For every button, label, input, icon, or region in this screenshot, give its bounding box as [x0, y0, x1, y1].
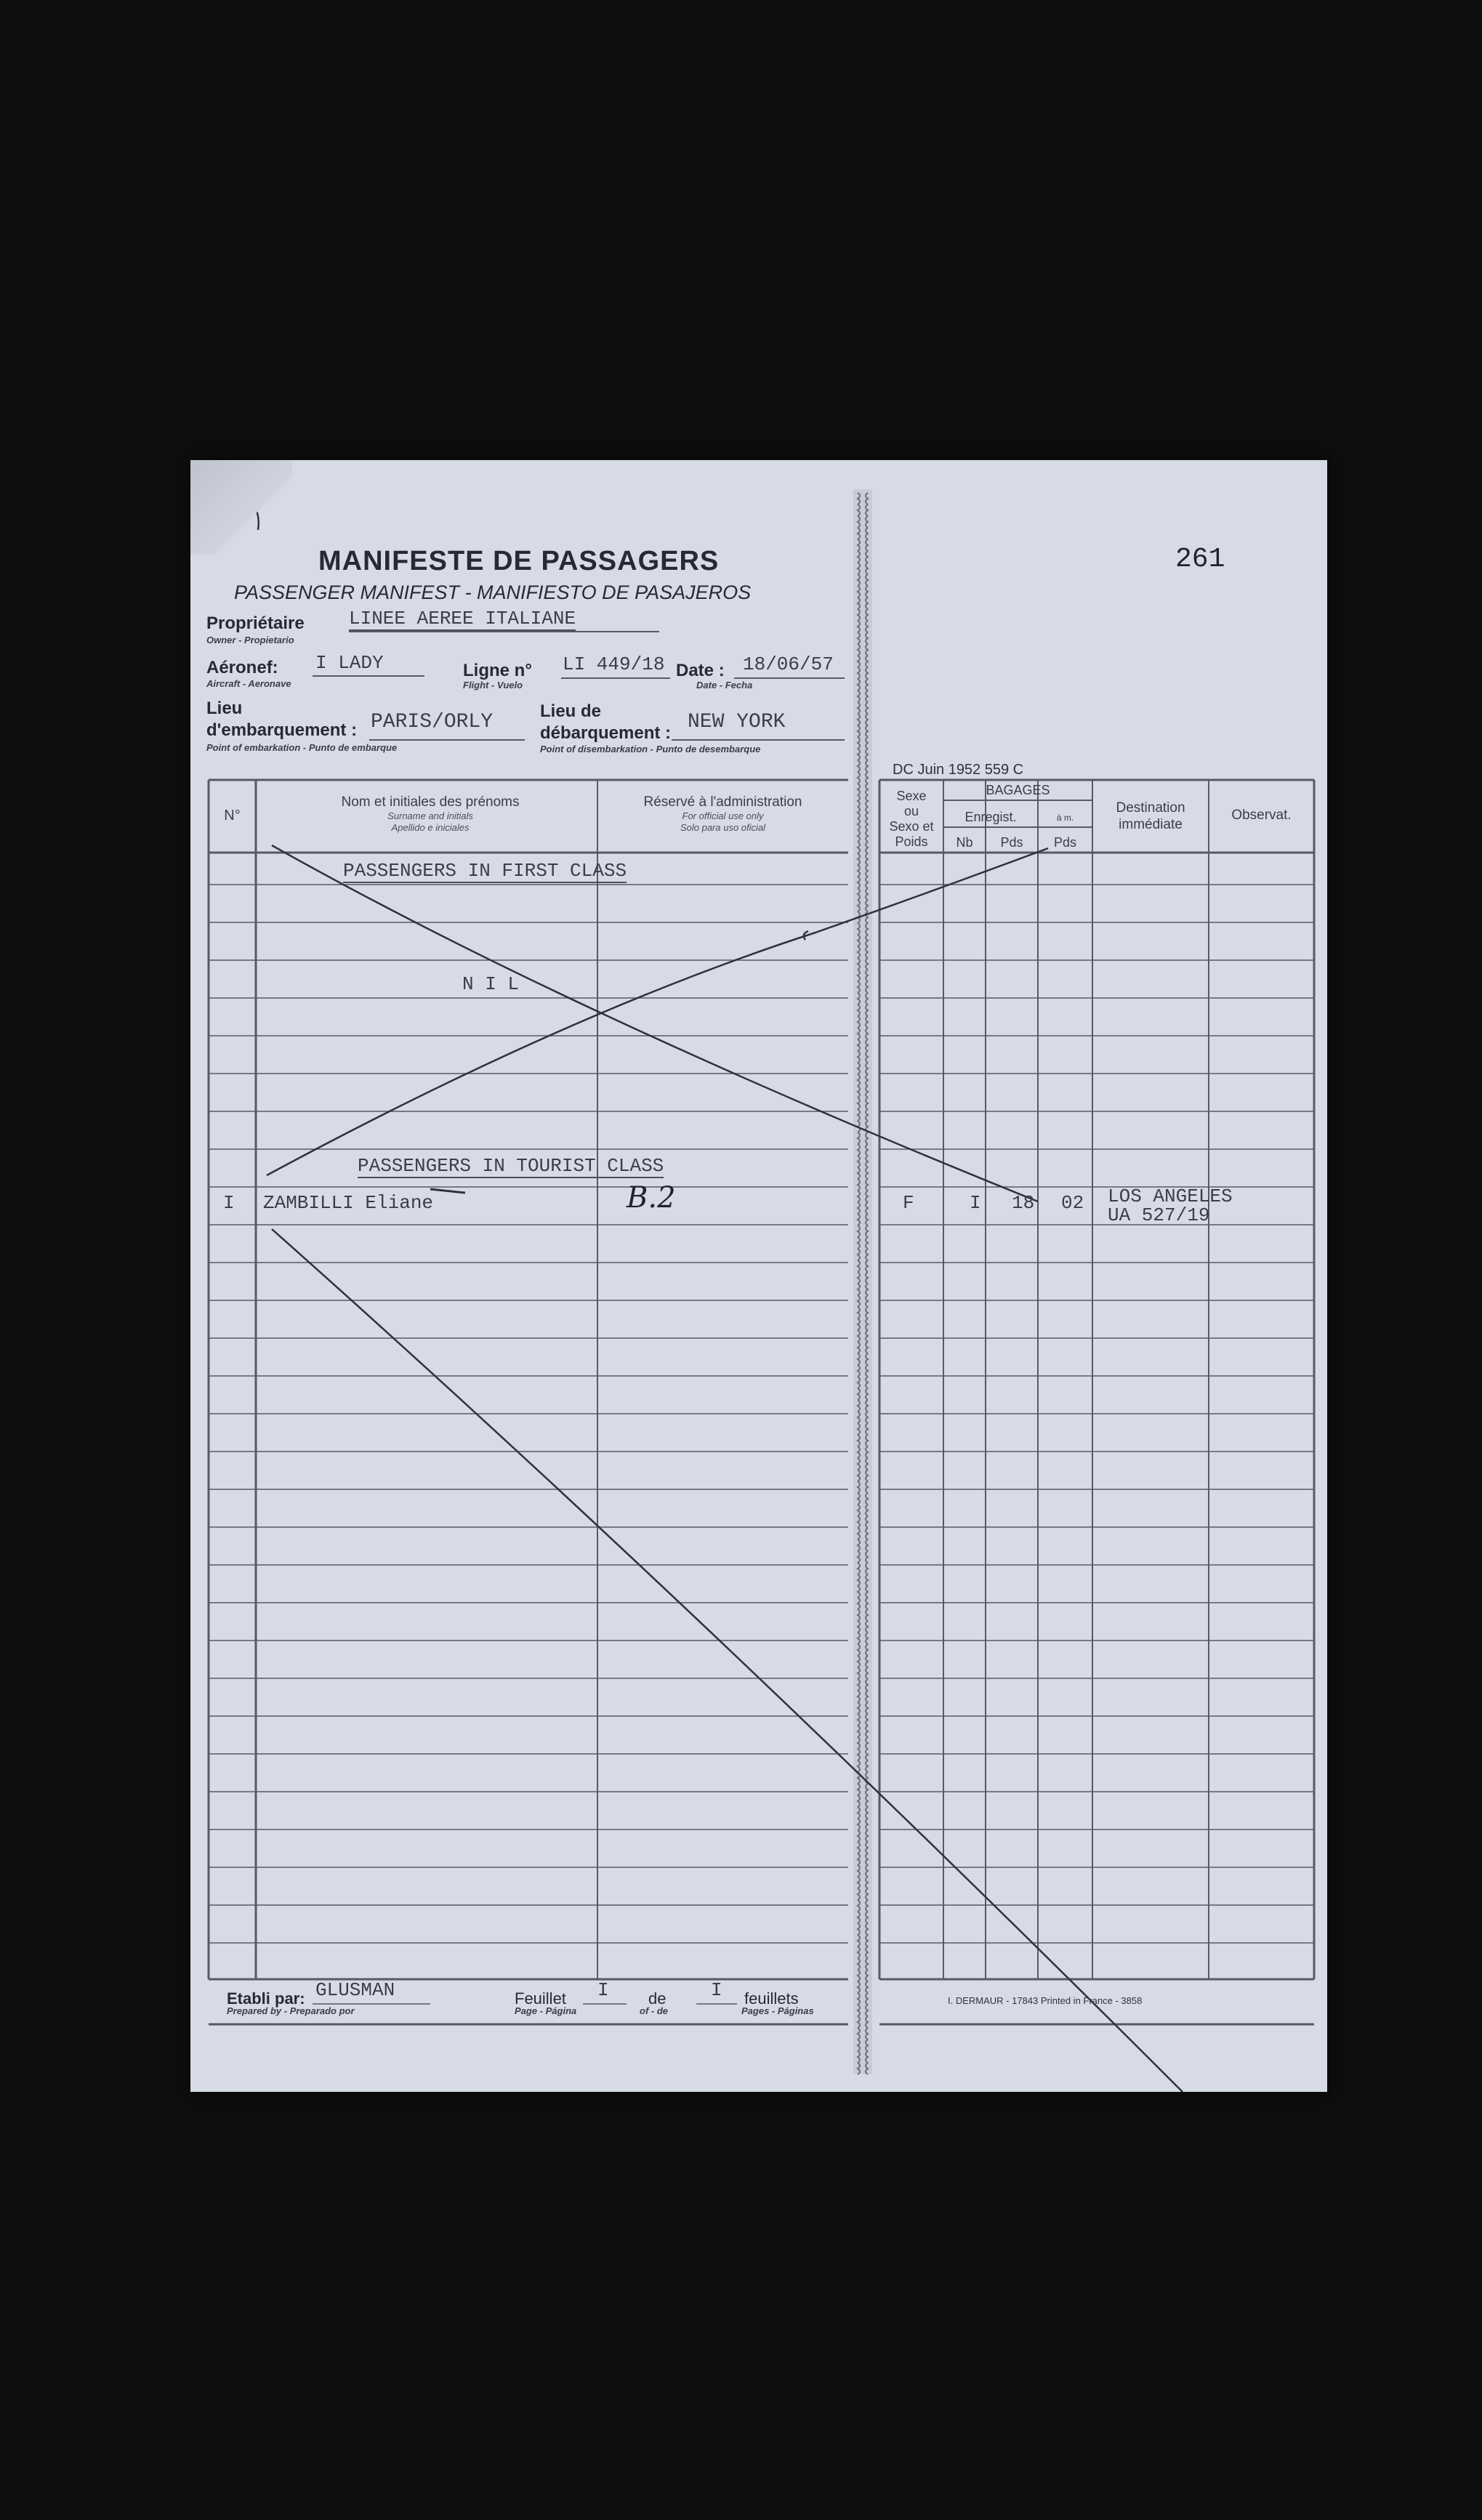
first-class-nil: N I L: [462, 973, 520, 995]
col-header-admin-es: Solo para uso oficial: [680, 822, 766, 833]
flight-value: LI 449/18: [563, 653, 665, 675]
col-header-sex-2: ou: [903, 804, 919, 818]
fold-seam: [853, 489, 872, 2074]
first-class-heading: PASSENGERS IN FIRST CLASS: [343, 860, 627, 882]
page-number: 261: [1175, 544, 1225, 575]
col-header-bag-weight: Pds: [1000, 835, 1023, 850]
disembark-label-line2: débarquement :: [540, 723, 672, 743]
form-code: DC Juin 1952 559 C: [893, 762, 1024, 778]
prepared-by-label: Etabli par:: [227, 1989, 305, 2008]
of-sublabel: of - de: [640, 2005, 668, 2016]
total-sheets-value: I: [711, 1979, 722, 2001]
disembark-value: NEW YORK: [688, 711, 786, 733]
sheets-label: feuillets: [744, 1989, 799, 2008]
owner-label: Propriétaire: [206, 613, 305, 633]
flight-label: Ligne n°: [463, 661, 532, 680]
sheet-sublabel: Page - Página: [515, 2005, 577, 2016]
strike-line-lower: [272, 1229, 1183, 2092]
disembark-label-line1: Lieu de: [540, 701, 602, 721]
embark-label-line1: Lieu: [206, 699, 243, 718]
col-header-destination-2: immédiate: [1119, 817, 1183, 832]
baggage-count: I: [970, 1192, 981, 1214]
date-label: Date :: [676, 661, 725, 680]
handwritten-admin-mark: B.2: [627, 1181, 676, 1215]
col-header-admin-en: For official use only: [682, 810, 764, 821]
passenger-number: I: [223, 1192, 235, 1214]
col-header-name-en: Surname and initials: [387, 810, 473, 821]
sheet-label: Feuillet: [515, 1989, 566, 2008]
flight-sublabel: Flight - Vuelo: [463, 680, 523, 691]
embark-label-line2: d'embarquement :: [206, 720, 358, 740]
col-header-checked: Enregist.: [964, 810, 1017, 824]
passenger-sex: F: [903, 1192, 914, 1214]
aircraft-sublabel: Aircraft - Aeronave: [206, 678, 291, 689]
col-header-bag-count: Nb: [956, 835, 973, 850]
baggage-weight: 18: [1012, 1192, 1035, 1214]
col-header-hand-weight: Pds: [1053, 835, 1077, 850]
aircraft-value: I LADY: [315, 652, 384, 674]
form-grid: [190, 460, 1327, 2092]
col-header-name: Nom et initiales des prénoms: [341, 794, 520, 810]
sheets-sublabel: Pages - Páginas: [741, 2005, 814, 2016]
printer-imprint: I. DERMAUR - 17843 Printed in France - 3858: [948, 1995, 1143, 2006]
col-header-admin: Réservé à l'administration: [643, 794, 802, 810]
col-header-name-es: Apellido e iniciales: [391, 822, 470, 833]
col-header-destination-1: Destination: [1116, 800, 1185, 816]
strike-line-ascending: [267, 848, 1048, 1175]
tourist-class-heading: PASSENGERS IN TOURIST CLASS: [358, 1155, 664, 1177]
prepared-by-value: GLUSMAN: [315, 1979, 395, 2001]
col-header-sex-3: Sexo et: [889, 819, 934, 834]
passenger-name: ZAMBILLI Eliane: [263, 1192, 434, 1214]
strike-line-descending: [272, 845, 1038, 1201]
sheet-value: I: [597, 1979, 609, 2001]
torn-corner: [190, 460, 292, 555]
prepared-by-sublabel: Prepared by - Preparado por: [227, 2005, 355, 2016]
col-header-observations: Observat.: [1231, 808, 1292, 823]
destination-flight: UA 527/19: [1108, 1204, 1210, 1226]
col-header-baggage: BAGAGES: [986, 783, 1050, 797]
owner-sublabel: Owner - Propietario: [206, 635, 294, 645]
col-header-hand: à m.: [1056, 813, 1074, 823]
admin-mark-stroke: [430, 1189, 465, 1193]
date-sublabel: Date - Fecha: [696, 680, 753, 691]
form-title: MANIFESTE DE PASSAGERS: [318, 546, 720, 576]
hand-baggage-weight: 02: [1061, 1192, 1084, 1214]
destination-city: LOS ANGELES: [1108, 1185, 1233, 1207]
embark-sublabel: Point of embarkation - Punto de embarque: [206, 742, 398, 753]
of-label: de: [648, 1989, 667, 2008]
disembark-sublabel: Point of disembarkation - Punto de desembarque: [540, 744, 761, 754]
col-header-sex-4: Poids: [895, 834, 928, 849]
manifest-sheet: [190, 460, 1327, 2092]
embark-value: PARIS/ORLY: [371, 711, 494, 733]
date-value: 18/06/57: [743, 653, 834, 675]
owner-value: LINEE AEREE ITALIANE: [349, 608, 576, 629]
col-header-sex-1: Sexe: [896, 789, 927, 803]
aircraft-label: Aéronef:: [206, 658, 278, 677]
col-header-number: N°: [224, 808, 241, 824]
form-subtitle: PASSENGER MANIFEST - MANIFIESTO DE PASAJEROS: [234, 581, 752, 603]
